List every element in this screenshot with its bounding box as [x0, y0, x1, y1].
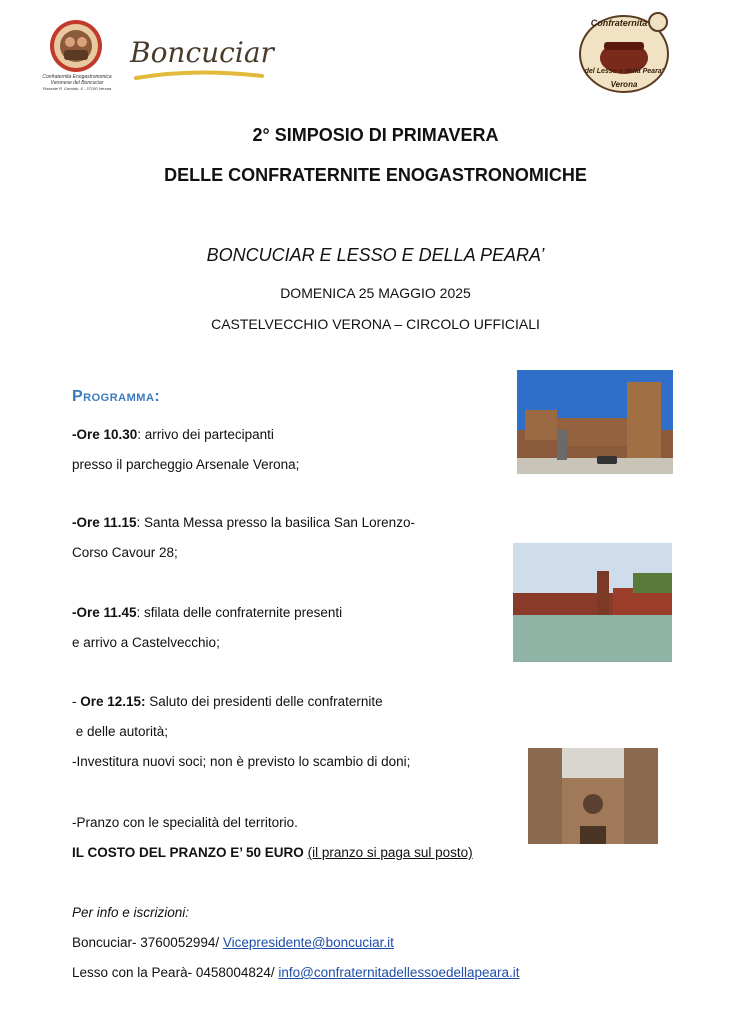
- lesso-logo-middle-text: del Lesso e della Peara': [584, 68, 664, 75]
- event-title-line2: DELLE CONFRATERNITE ENOGASTRONOMICHE: [164, 165, 587, 185]
- contact-boncuciar: [72, 935, 394, 951]
- program-item-1115-line2: Corso Cavour 28;: [72, 545, 178, 560]
- program-item-1030: [72, 427, 274, 443]
- program-time-1215: Ore 12.15:: [80, 694, 146, 709]
- program-text-1145: : sfilata delle confraternite presenti: [136, 605, 343, 620]
- boncuciar-wordmark: [130, 36, 274, 91]
- boncuciar-wordmark-text: Boncuciar: [130, 36, 274, 69]
- contact-lesso-label: Lesso con la Pearà- 0458004824/: [72, 965, 279, 980]
- event-title-line1: 2° SIMPOSIO DI PRIMAVERA: [252, 125, 499, 145]
- lunch-cost-bold: IL COSTO DEL PRANZO E’ 50 EURO: [72, 845, 304, 860]
- program-item-1215-line2: e delle autorità;: [72, 724, 169, 739]
- program-text-1115: : Santa Messa presso la basilica San Lorenzo-: [136, 515, 415, 530]
- program-time-1145: -Ore 11.45: [72, 605, 137, 620]
- program-item-investitura: -Investitura nuovi soci; non è previsto lo scambio di doni;: [72, 754, 411, 769]
- event-subtitle: BONCUCIAR E LESSO E DELLA PEARA’: [206, 245, 545, 265]
- logo-caption-line3: Piazzale R. Garoldo, 5 - 37100 Verona: [42, 86, 112, 91]
- lunch-cost-note: (il pranzo si paga sul posto): [307, 845, 473, 860]
- program-heading: Programma:: [72, 388, 161, 405]
- lesso-logo-top-text: Confraternita: [590, 18, 648, 28]
- program-time-1030: -Ore 10.30: [72, 427, 138, 442]
- program-item-1145: [72, 605, 342, 621]
- castelvecchio-towers-photo: [517, 370, 673, 474]
- program-prefix-1215: -: [72, 694, 81, 709]
- program-time-1115: -Ore 11.15: [72, 515, 137, 530]
- program-text-1030: : arrivo dei partecipanti: [137, 427, 274, 442]
- contact-lesso-email-link[interactable]: info@confraternitadellessoedellapeara.it: [278, 965, 520, 980]
- contact-lesso: [72, 965, 520, 981]
- contacts-heading: Per info e iscrizioni:: [72, 905, 190, 920]
- logo-caption-line2: Veronese del Boncuciar: [50, 80, 104, 86]
- program-item-1145-line2: e arrivo a Castelvecchio;: [72, 635, 220, 650]
- confraternita-lesso-peara-logo: [576, 8, 672, 96]
- lesso-logo-bottom-text: Verona: [610, 80, 638, 89]
- contact-boncuciar-label: Boncuciar- 3760052994/: [72, 935, 223, 950]
- program-item-1030-line2: presso il parcheggio Arsenale Verona;: [72, 457, 300, 472]
- program-item-1215: [72, 694, 383, 710]
- contact-boncuciar-email-link[interactable]: Vicepresidente@boncuciar.it: [222, 935, 394, 950]
- program-text-1215: Saluto dei presidenti delle confraternite: [145, 694, 383, 709]
- event-date: DOMENICA 25 MAGGIO 2025: [280, 285, 471, 301]
- san-lorenzo-basilica-photo: [528, 748, 658, 844]
- confraternita-boncuciar-logo: [40, 18, 112, 96]
- castelvecchio-bridge-photo: [513, 543, 672, 662]
- program-lunch: -Pranzo con le specialità del territorio.: [72, 815, 298, 830]
- program-item-1115: [72, 515, 415, 531]
- lunch-cost: [72, 845, 473, 861]
- logo-caption-line1: Confraternita Enogastronomica: [42, 74, 112, 80]
- event-location: CASTELVECCHIO VERONA – CIRCOLO UFFICIALI: [211, 316, 540, 332]
